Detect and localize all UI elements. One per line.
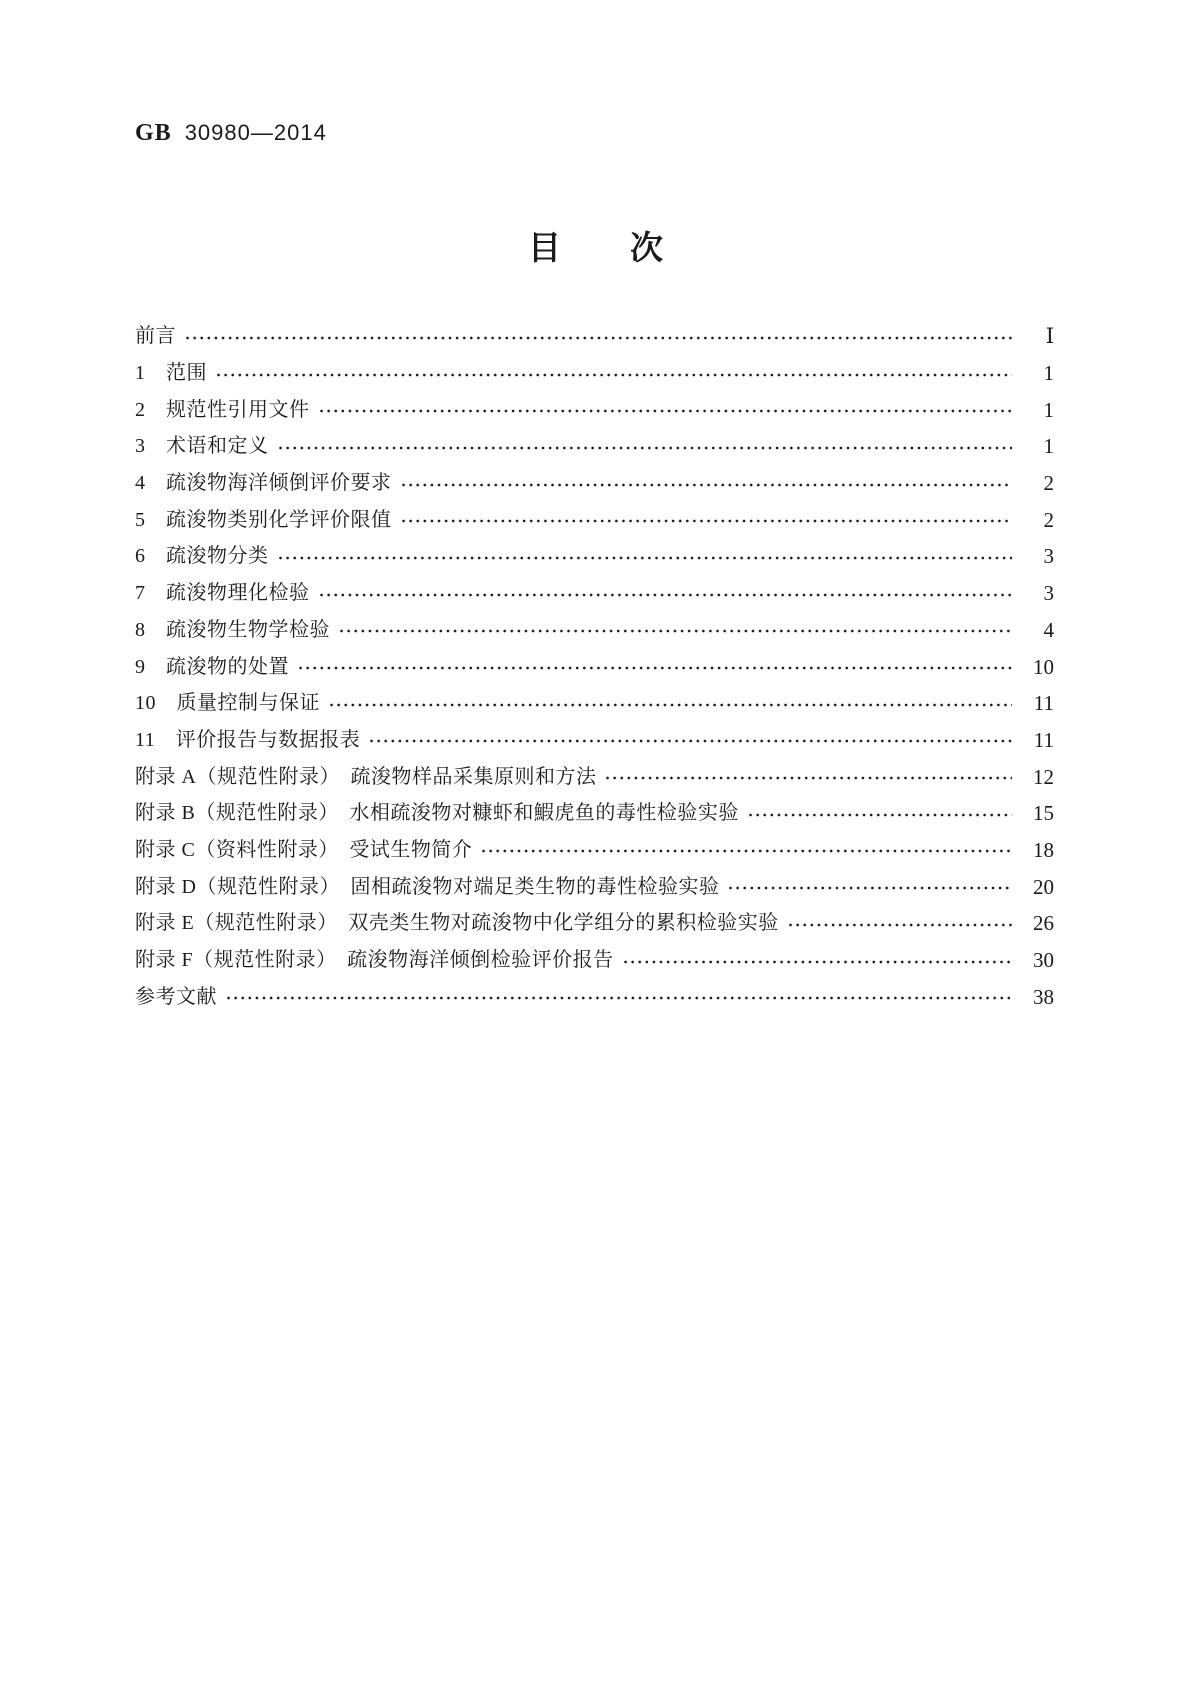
toc-entry-page: 12 (1033, 764, 1054, 789)
toc-entry-label: 附录 F（规范性附录） 疏浚物海洋倾倒检验评价报告 (135, 949, 614, 972)
toc-entry-4 (135, 465, 1054, 502)
toc-entry-page: 11 (1033, 691, 1054, 716)
dot-leader (225, 994, 1012, 1002)
dot-leader (328, 701, 1012, 709)
dot-leader (400, 517, 1013, 525)
toc-entry-3 (135, 428, 1054, 465)
toc-entry-page: 11 (1033, 727, 1054, 752)
toc-list (135, 318, 1054, 1015)
toc-entry-page: 2 (1043, 471, 1054, 496)
toc-entry-label: 附录 A（规范性附录） 疏浚物样品采集原则和方法 (135, 765, 597, 788)
toc-entry-2 (135, 391, 1054, 428)
toc-entry-label: 10 质量控制与保证 (135, 692, 320, 715)
toc-entry-6 (135, 538, 1054, 575)
standard-code: GB (135, 120, 172, 146)
toc-entry-label: 4 疏浚物海洋倾倒评价要求 (135, 472, 392, 495)
toc-entry-label: 参考文献 (135, 985, 217, 1008)
toc-entry-appendix-b (135, 795, 1054, 832)
toc-entry-5 (135, 501, 1054, 538)
toc-entry-page: 4 (1043, 617, 1054, 642)
toc-entry-label: 附录 C（资料性附录） 受试生物简介 (135, 838, 473, 861)
toc-entry-page: 1 (1043, 434, 1054, 459)
toc-entry-label: 1 范围 (135, 362, 207, 385)
dot-leader (622, 958, 1012, 966)
dot-leader (368, 737, 1012, 745)
dot-leader (604, 774, 1012, 782)
dot-leader (277, 444, 1013, 452)
dot-leader (787, 921, 1012, 929)
toc-entry-label: 2 规范性引用文件 (135, 398, 310, 421)
toc-entry-page: 18 (1033, 837, 1054, 862)
toc-entry-label: 前言 (135, 325, 176, 348)
toc-entry-page: Ⅰ (1045, 324, 1054, 349)
toc-entry-page: 3 (1043, 544, 1054, 569)
dot-leader (215, 371, 1012, 379)
toc-entry-appendix-a (135, 758, 1054, 795)
toc-entry-page: 1 (1043, 397, 1054, 422)
toc-entry-8 (135, 612, 1054, 649)
toc-entry-10 (135, 685, 1054, 722)
toc-entry-label: 3 术语和定义 (135, 435, 269, 458)
toc-entry-1 (135, 355, 1054, 392)
toc-entry-page: 10 (1033, 654, 1054, 679)
dot-leader (747, 811, 1012, 819)
dot-leader (184, 334, 1012, 342)
toc-entry-label: 9 疏浚物的处置 (135, 655, 289, 678)
toc-entry-references (135, 978, 1054, 1015)
toc-entry-label: 附录 B（规范性附录） 水相疏浚物对糠虾和鰕虎鱼的毒性检验实验 (135, 802, 739, 825)
toc-entry-page: 2 (1043, 507, 1054, 532)
toc-entry-label: 附录 E（规范性附录） 双壳类生物对疏浚物中化学组分的累积检验实验 (135, 912, 779, 935)
toc-entry-page: 30 (1033, 948, 1054, 973)
toc-entry-page: 1 (1043, 361, 1054, 386)
dot-leader (318, 591, 1013, 599)
toc-entry-appendix-f (135, 942, 1054, 979)
toc-entry-7 (135, 575, 1054, 612)
dot-leader (297, 664, 1012, 672)
dot-leader (400, 481, 1013, 489)
standard-number: 30980—2014 (184, 120, 327, 145)
dot-leader (480, 847, 1012, 855)
dot-leader (338, 627, 1012, 635)
toc-entry-appendix-d (135, 868, 1054, 905)
toc-entry-11 (135, 722, 1054, 759)
toc-entry-label: 6 疏浚物分类 (135, 545, 269, 568)
toc-entry-label: 7 疏浚物理化检验 (135, 582, 310, 605)
dot-leader (277, 554, 1013, 562)
toc-entry-label: 11 评价报告与数据报表 (135, 728, 361, 751)
toc-entry-foreword (135, 318, 1054, 355)
toc-entry-appendix-e (135, 905, 1054, 942)
page-title: 目 次 (528, 229, 681, 266)
toc-entry-label: 5 疏浚物类别化学评价限值 (135, 508, 392, 531)
toc-entry-label: 8 疏浚物生物学检验 (135, 618, 330, 641)
toc-entry-page: 3 (1043, 581, 1054, 606)
toc-entry-page: 20 (1033, 874, 1054, 899)
toc-entry-9 (135, 648, 1054, 685)
toc-entry-page: 26 (1033, 911, 1054, 936)
toc-entry-appendix-c (135, 832, 1054, 869)
standard-header (135, 120, 327, 147)
toc-entry-label: 附录 D（规范性附录） 固相疏浚物对端足类生物的毒性检验实验 (135, 875, 720, 898)
toc-entry-page: 38 (1033, 984, 1054, 1009)
toc-entry-page: 15 (1033, 801, 1054, 826)
dot-leader (318, 407, 1013, 415)
dot-leader (727, 884, 1012, 892)
